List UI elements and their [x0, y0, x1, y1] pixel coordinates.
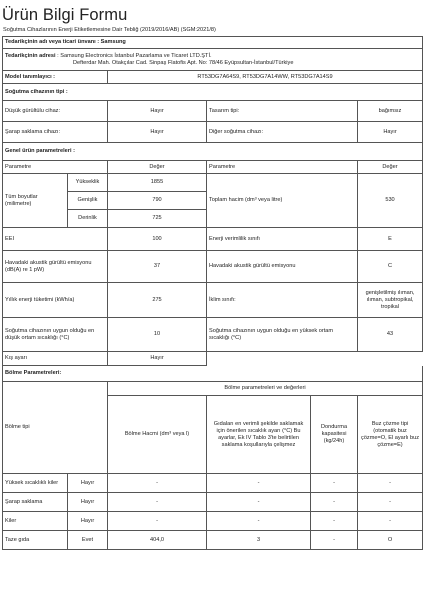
param-label: Enerji verimlilik sınıfı — [207, 228, 358, 251]
col-value-header: Değer — [108, 161, 207, 174]
param-value: 275 — [108, 283, 207, 318]
volume-value: 530 — [358, 174, 423, 228]
param-value: genişletilmiş ılıman, ılıman, subtropikal, tropikal — [358, 283, 423, 318]
compartment-cell: - — [358, 493, 423, 512]
supplier-address-block — [3, 49, 423, 71]
param-label: İklim sınıfı: — [207, 283, 358, 318]
dimension-value: 790 — [108, 192, 207, 210]
compartment-cell: - — [207, 474, 311, 493]
compartment-cell: - — [311, 531, 358, 550]
device-row-label: Tasarım tipi: — [207, 101, 358, 122]
compartment-cell: - — [311, 512, 358, 531]
compartment-col-defrost: Buz çözme tipi (otomatik buz çözme=O, El ayarlı buz çözme=E) — [358, 396, 423, 474]
compartment-cell: O — [358, 531, 423, 550]
param-label: Soğutma cihazının uygun olduğu en düşük ortam sıcaklığı (°C) — [3, 318, 108, 352]
dimension-value: 725 — [108, 210, 207, 228]
supplier-address-label: Tedarikçinin adresi — [5, 52, 56, 59]
param-value: 10 — [108, 318, 207, 352]
compartment-cell: - — [358, 474, 423, 493]
compartment-name: Şarap saklama — [3, 493, 68, 512]
compartment-cell: - — [311, 493, 358, 512]
compartment-group-header: Bölme parametreleri ve değerleri — [108, 382, 423, 396]
device-row-label: Düşük gürültülu cihaz: — [3, 101, 108, 122]
dimension-label: Genişlik — [68, 192, 108, 210]
empty-cell — [207, 352, 423, 366]
device-row-value: Hayır — [358, 122, 423, 143]
compartment-cell: 3 — [207, 531, 311, 550]
info-table — [2, 36, 423, 550]
param-label: Soğutma cihazının uygun olduğu en yüksek ortam sıcaklığı (°C) — [207, 318, 358, 352]
model-label: Model tanımlayıcı : — [3, 71, 108, 84]
compartment-cell: - — [108, 512, 207, 531]
device-type-heading: Soğutma cihazının tipi : — [3, 84, 423, 101]
col-param-header: Parametre — [3, 161, 108, 174]
compartment-cell: - — [311, 474, 358, 493]
col-param-header: Parametre — [207, 161, 358, 174]
supplier-name: Tedarikçinin adı veya ticari ünvanı : Samsung — [3, 37, 423, 49]
col-value-header: Değer — [358, 161, 423, 174]
device-row-value: Hayır — [108, 101, 207, 122]
param-value: E — [358, 228, 423, 251]
param-label: Havadaki akustik gürültü emisyonu (dB(A) re 1 pW) — [3, 251, 108, 283]
compartment-name: Taze gıda — [3, 531, 68, 550]
dimension-label: Derinlik — [68, 210, 108, 228]
page-title: Ürün Bilgi Formu — [2, 6, 128, 24]
dimension-label: Yükseklik — [68, 174, 108, 192]
dimensions-label: Tüm boyutlar (milimetre) — [3, 174, 68, 228]
compartment-present: Hayır — [68, 493, 108, 512]
compartment-cell: - — [108, 474, 207, 493]
compartment-cell: - — [207, 493, 311, 512]
compartment-present: Hayır — [68, 474, 108, 493]
winter-setting-value: Hayır — [108, 352, 207, 366]
supplier-address-line1: : Samsung Electronics İstanbul Pazarlama ve Ticaret LTD.ŞTİ. — [57, 52, 212, 59]
device-row-label: Şarap saklama cihazı: — [3, 122, 108, 143]
compartment-name: Kiler — [3, 512, 68, 531]
winter-setting-label: Kış ayarı — [3, 352, 108, 366]
compartment-col-freezing: Dondurma kapasitesi (kg/24h) — [311, 396, 358, 474]
param-label: EEI — [3, 228, 108, 251]
dimension-value: 1855 — [108, 174, 207, 192]
device-row-value: Hayır — [108, 122, 207, 143]
param-label: Havadaki akustik gürültü emisyonu — [207, 251, 358, 283]
compartments-heading: Bölme Parametreleri: — [3, 366, 423, 382]
compartment-name: Yüksek sıcaklıklı kiler — [3, 474, 68, 493]
compartment-cell: 404,0 — [108, 531, 207, 550]
param-value: 37 — [108, 251, 207, 283]
general-heading: Genel ürün parametreleri : — [3, 143, 423, 161]
compartment-cell: - — [207, 512, 311, 531]
compartment-present: Hayır — [68, 512, 108, 531]
compartment-col-temperature: Gıdaları en verimli şekilde saklamak için önerilen sıcaklık ayarı (°C) Bu ayarlar, Ek IV Tablo 3'te belirtilen saklama koşullarıyla çelişmez — [207, 396, 311, 474]
compartment-cell: - — [108, 493, 207, 512]
compartment-present: Evet — [68, 531, 108, 550]
param-value: 100 — [108, 228, 207, 251]
device-row-value: bağımsız — [358, 101, 423, 122]
param-value: 43 — [358, 318, 423, 352]
compartment-col-volume: Bölme Hacmi (dm³ veya l) — [108, 396, 207, 474]
param-label: Yıllık enerji tüketimi (kWh/a) — [3, 283, 108, 318]
device-row-label: Diğer soğutma cihazı: — [207, 122, 358, 143]
supplier-address-line2: Defterdar Mah. Otakçılar Cad. Sinpaş Flatofis Apt. No: 78/46 Eyüpsultan-İstanbul/Türkiye — [73, 59, 294, 66]
regulation-subtitle: Soğutma Cihazlarının Enerji Etiketlemesine Dair Tebliğ (2019/2016/AB) (SGM:2021/8) — [3, 27, 216, 33]
volume-label: Toplam hacim (dm³ veya litre) — [207, 174, 358, 228]
param-value: C — [358, 251, 423, 283]
model-value: RT53DG7A64S9, RT53DG7A14WW, RT53DG7A14S9 — [108, 71, 423, 84]
compartment-cell: - — [358, 512, 423, 531]
compartment-type-label: Bölme tipi — [3, 382, 108, 474]
